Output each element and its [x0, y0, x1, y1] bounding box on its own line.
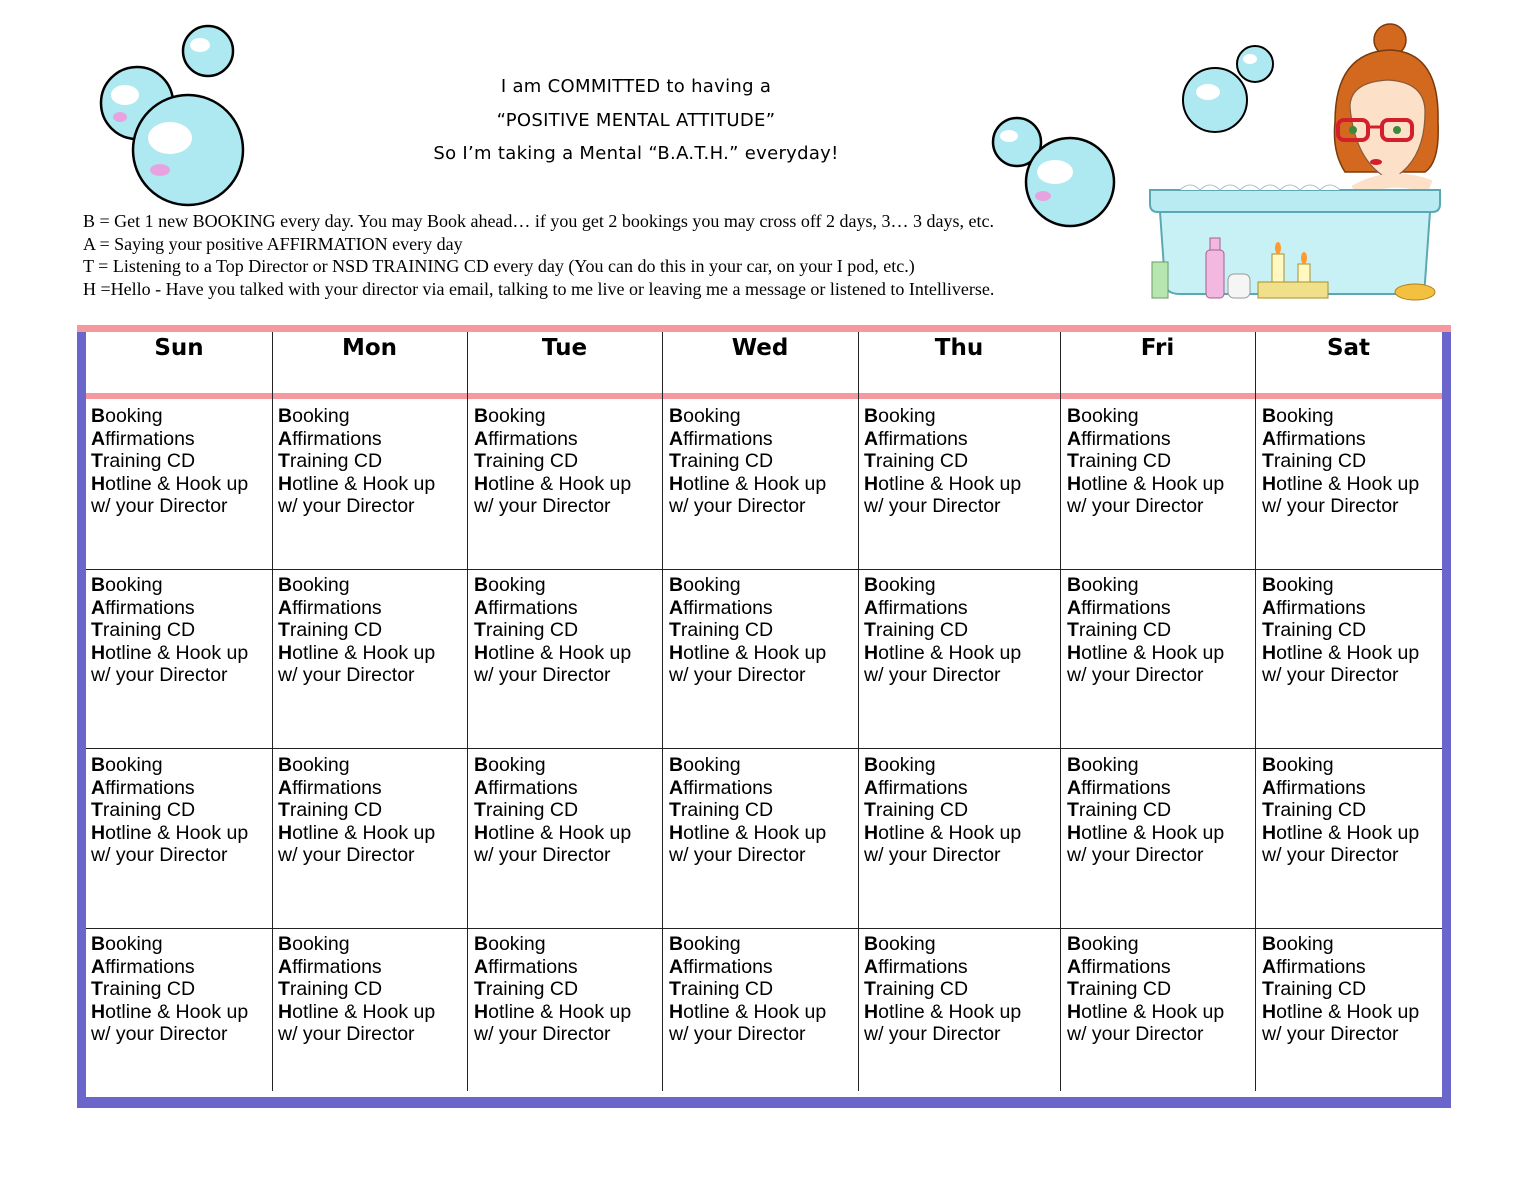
cell-booking: Booking	[1262, 405, 1334, 427]
cell-booking: Booking	[474, 405, 546, 427]
cell-director: w/ your Director	[1067, 844, 1204, 867]
cell-affirmations: Affirmations	[91, 955, 195, 978]
cell-booking: Booking	[669, 933, 741, 955]
cell-director: w/ your Director	[1067, 664, 1204, 687]
cell-training: Training CD	[278, 978, 383, 1001]
cell-affirmations: Affirmations	[91, 427, 195, 450]
cell-hotline: Hotline & Hook up	[864, 641, 1022, 664]
cell-training: Training CD	[91, 619, 196, 642]
cell-hotline: Hotline & Hook up	[864, 821, 1022, 844]
cell-booking: Booking	[278, 933, 350, 955]
cell-booking: Booking	[1262, 933, 1334, 955]
day-cell	[864, 933, 1021, 1046]
cell-training: Training CD	[91, 978, 196, 1001]
cell-training: Training CD	[474, 799, 579, 822]
cell-affirmations: Affirmations	[1067, 955, 1171, 978]
day-cell	[278, 405, 435, 518]
day-cell	[1262, 933, 1419, 1046]
cell-booking: Booking	[91, 405, 163, 427]
cell-affirmations: Affirmations	[474, 776, 578, 799]
cell-training: Training CD	[864, 799, 969, 822]
day-cell	[669, 405, 826, 518]
day-cell	[864, 574, 1021, 687]
cell-affirmations: Affirmations	[1262, 427, 1366, 450]
cell-booking: Booking	[278, 574, 350, 596]
day-header-tue: Tue	[541, 335, 588, 361]
day-cell	[474, 574, 631, 687]
cell-affirmations: Affirmations	[474, 427, 578, 450]
cell-booking: Booking	[864, 933, 936, 955]
cell-booking: Booking	[669, 405, 741, 427]
row-divider	[86, 569, 1442, 570]
day-cell	[1067, 574, 1224, 687]
header-line-1: I am COMMITTED to having a	[500, 76, 772, 97]
cell-affirmations: Affirmations	[864, 427, 968, 450]
cell-affirmations: Affirmations	[864, 955, 968, 978]
cell-training: Training CD	[669, 619, 774, 642]
cell-director: w/ your Director	[474, 1023, 611, 1046]
cell-hotline: Hotline & Hook up	[864, 1000, 1022, 1023]
day-cell	[91, 574, 248, 687]
cell-booking: Booking	[474, 933, 546, 955]
cell-training: Training CD	[864, 450, 969, 473]
cell-booking: Booking	[1067, 754, 1139, 776]
cell-hotline: Hotline & Hook up	[1067, 821, 1225, 844]
cell-booking: Booking	[864, 574, 936, 596]
soap-bubbles-left-icon	[90, 20, 260, 210]
cell-hotline: Hotline & Hook up	[278, 641, 436, 664]
cell-hotline: Hotline & Hook up	[474, 1000, 632, 1023]
column-divider	[1255, 332, 1256, 1091]
day-header-sun: Sun	[154, 335, 204, 361]
cell-affirmations: Affirmations	[278, 955, 382, 978]
cell-affirmations: Affirmations	[474, 955, 578, 978]
cell-director: w/ your Director	[669, 664, 806, 687]
day-header-thu: Thu	[934, 335, 984, 361]
cell-hotline: Hotline & Hook up	[91, 472, 249, 495]
cell-training: Training CD	[91, 450, 196, 473]
cell-hotline: Hotline & Hook up	[1262, 641, 1420, 664]
cell-affirmations: Affirmations	[1262, 596, 1366, 619]
cell-affirmations: Affirmations	[669, 776, 773, 799]
cell-affirmations: Affirmations	[864, 776, 968, 799]
cell-hotline: Hotline & Hook up	[278, 472, 436, 495]
cell-training: Training CD	[864, 619, 969, 642]
day-cell	[278, 933, 435, 1046]
day-header-wed: Wed	[731, 335, 789, 361]
cell-booking: Booking	[278, 754, 350, 776]
cell-training: Training CD	[1067, 619, 1172, 642]
day-cell	[474, 405, 631, 518]
cell-hotline: Hotline & Hook up	[669, 472, 827, 495]
row-divider	[86, 928, 1442, 929]
cell-affirmations: Affirmations	[91, 596, 195, 619]
cell-affirmations: Affirmations	[1262, 776, 1366, 799]
cell-director: w/ your Director	[278, 844, 415, 867]
cell-booking: Booking	[864, 754, 936, 776]
cell-hotline: Hotline & Hook up	[669, 1000, 827, 1023]
cell-hotline: Hotline & Hook up	[1262, 472, 1420, 495]
cell-training: Training CD	[474, 978, 579, 1001]
cell-affirmations: Affirmations	[669, 955, 773, 978]
cell-director: w/ your Director	[1262, 1023, 1399, 1046]
cell-training: Training CD	[278, 799, 383, 822]
cell-booking: Booking	[1067, 574, 1139, 596]
day-header-sat: Sat	[1326, 335, 1371, 361]
cell-director: w/ your Director	[669, 495, 806, 518]
cell-affirmations: Affirmations	[278, 596, 382, 619]
cell-director: w/ your Director	[1067, 495, 1204, 518]
row-divider	[86, 748, 1442, 749]
woman-in-bathtub-icon	[1140, 12, 1450, 307]
cell-affirmations: Affirmations	[278, 427, 382, 450]
column-divider	[272, 332, 273, 1091]
column-divider	[1060, 332, 1061, 1091]
cell-director: w/ your Director	[864, 844, 1001, 867]
cell-training: Training CD	[1067, 978, 1172, 1001]
cell-affirmations: Affirmations	[1067, 596, 1171, 619]
cell-director: w/ your Director	[278, 1023, 415, 1046]
legend-training: T = Listening to a Top Director or NSD TRAINING CD every day (You can do this in your car, on your I pod, etc.)	[83, 256, 915, 276]
cell-hotline: Hotline & Hook up	[669, 821, 827, 844]
cell-hotline: Hotline & Hook up	[278, 821, 436, 844]
day-cell	[864, 405, 1021, 518]
cell-training: Training CD	[669, 799, 774, 822]
legend-affirmation: A = Saying your positive AFFIRMATION every day	[83, 233, 463, 254]
day-cell	[1262, 754, 1419, 867]
column-divider	[858, 332, 859, 1091]
cell-affirmations: Affirmations	[1067, 776, 1171, 799]
day-cell	[669, 933, 826, 1046]
cell-director: w/ your Director	[669, 1023, 806, 1046]
cell-affirmations: Affirmations	[1262, 955, 1366, 978]
day-cell	[1067, 754, 1224, 867]
day-cell	[91, 754, 248, 867]
cell-training: Training CD	[91, 799, 196, 822]
cell-booking: Booking	[1067, 933, 1139, 955]
cell-affirmations: Affirmations	[864, 596, 968, 619]
cell-hotline: Hotline & Hook up	[474, 472, 632, 495]
cell-affirmations: Affirmations	[278, 776, 382, 799]
cell-booking: Booking	[474, 574, 546, 596]
cell-training: Training CD	[1262, 978, 1367, 1001]
day-cell	[1067, 405, 1224, 518]
day-cell	[669, 574, 826, 687]
cell-director: w/ your Director	[864, 495, 1001, 518]
cell-hotline: Hotline & Hook up	[1067, 641, 1225, 664]
cell-hotline: Hotline & Hook up	[669, 641, 827, 664]
cell-training: Training CD	[864, 978, 969, 1001]
day-cell	[278, 754, 435, 867]
legend-booking: B = Get 1 new BOOKING every day. You may Book ahead… if you get 2 bookings you may cross off 2 days, 3… 3 days, etc.	[83, 211, 995, 231]
cell-booking: Booking	[91, 933, 163, 955]
legend-hello: H =Hello - Have you talked with your director via email, talking to me live or leaving me a message or listened to Intelliverse.	[83, 278, 995, 299]
calendar-header-divider	[86, 393, 1442, 399]
cell-director: w/ your Director	[278, 495, 415, 518]
cell-booking: Booking	[669, 574, 741, 596]
cell-director: w/ your Director	[91, 664, 228, 687]
cell-director: w/ your Director	[669, 844, 806, 867]
cell-director: w/ your Director	[864, 664, 1001, 687]
header-line-2: “POSITIVE MENTAL ATTITUDE”	[496, 110, 776, 131]
cell-hotline: Hotline & Hook up	[474, 821, 632, 844]
cell-booking: Booking	[1262, 574, 1334, 596]
cell-booking: Booking	[1067, 405, 1139, 427]
day-cell	[91, 405, 248, 518]
column-divider	[662, 332, 663, 1091]
cell-training: Training CD	[1262, 619, 1367, 642]
cell-hotline: Hotline & Hook up	[864, 472, 1022, 495]
day-cell	[278, 574, 435, 687]
cell-director: w/ your Director	[474, 664, 611, 687]
cell-booking: Booking	[669, 754, 741, 776]
cell-director: w/ your Director	[91, 1023, 228, 1046]
cell-director: w/ your Director	[91, 844, 228, 867]
day-cell	[1262, 574, 1419, 687]
cell-affirmations: Affirmations	[474, 596, 578, 619]
cell-hotline: Hotline & Hook up	[1067, 1000, 1225, 1023]
cell-training: Training CD	[669, 978, 774, 1001]
cell-hotline: Hotline & Hook up	[474, 641, 632, 664]
cell-director: w/ your Director	[1262, 495, 1399, 518]
cell-director: w/ your Director	[91, 495, 228, 518]
cell-booking: Booking	[474, 754, 546, 776]
calendar-top-stripe	[77, 325, 1451, 332]
cell-training: Training CD	[278, 450, 383, 473]
cell-booking: Booking	[1262, 754, 1334, 776]
cell-affirmations: Affirmations	[91, 776, 195, 799]
cell-hotline: Hotline & Hook up	[91, 1000, 249, 1023]
cell-hotline: Hotline & Hook up	[91, 641, 249, 664]
day-cell	[669, 754, 826, 867]
cell-hotline: Hotline & Hook up	[1262, 821, 1420, 844]
cell-hotline: Hotline & Hook up	[91, 821, 249, 844]
cell-affirmations: Affirmations	[669, 427, 773, 450]
cell-training: Training CD	[474, 450, 579, 473]
cell-booking: Booking	[864, 405, 936, 427]
cell-director: w/ your Director	[1262, 844, 1399, 867]
cell-training: Training CD	[1067, 450, 1172, 473]
cell-director: w/ your Director	[1262, 664, 1399, 687]
cell-training: Training CD	[1262, 450, 1367, 473]
day-header-mon: Mon	[341, 335, 398, 361]
cell-booking: Booking	[91, 754, 163, 776]
column-divider	[467, 332, 468, 1091]
day-cell	[474, 933, 631, 1046]
cell-director: w/ your Director	[1067, 1023, 1204, 1046]
day-cell	[474, 754, 631, 867]
cell-booking: Booking	[278, 405, 350, 427]
cell-hotline: Hotline & Hook up	[1067, 472, 1225, 495]
cell-training: Training CD	[669, 450, 774, 473]
cell-director: w/ your Director	[474, 844, 611, 867]
cell-training: Training CD	[1262, 799, 1367, 822]
day-cell	[864, 754, 1021, 867]
day-cell	[91, 933, 248, 1046]
day-cell	[1262, 405, 1419, 518]
header-line-3: So I’m taking a Mental “B.A.T.H.” everyday!	[433, 143, 839, 164]
cell-training: Training CD	[278, 619, 383, 642]
cell-hotline: Hotline & Hook up	[1262, 1000, 1420, 1023]
soap-bubbles-middle-icon	[985, 112, 1125, 232]
day-cell	[1067, 933, 1224, 1046]
cell-affirmations: Affirmations	[669, 596, 773, 619]
cell-booking: Booking	[91, 574, 163, 596]
cell-training: Training CD	[1067, 799, 1172, 822]
cell-affirmations: Affirmations	[1067, 427, 1171, 450]
bath-legend	[83, 210, 994, 300]
day-header-fri: Fri	[1140, 335, 1175, 361]
cell-director: w/ your Director	[474, 495, 611, 518]
cell-director: w/ your Director	[278, 664, 415, 687]
cell-hotline: Hotline & Hook up	[278, 1000, 436, 1023]
cell-training: Training CD	[474, 619, 579, 642]
cell-director: w/ your Director	[864, 1023, 1001, 1046]
